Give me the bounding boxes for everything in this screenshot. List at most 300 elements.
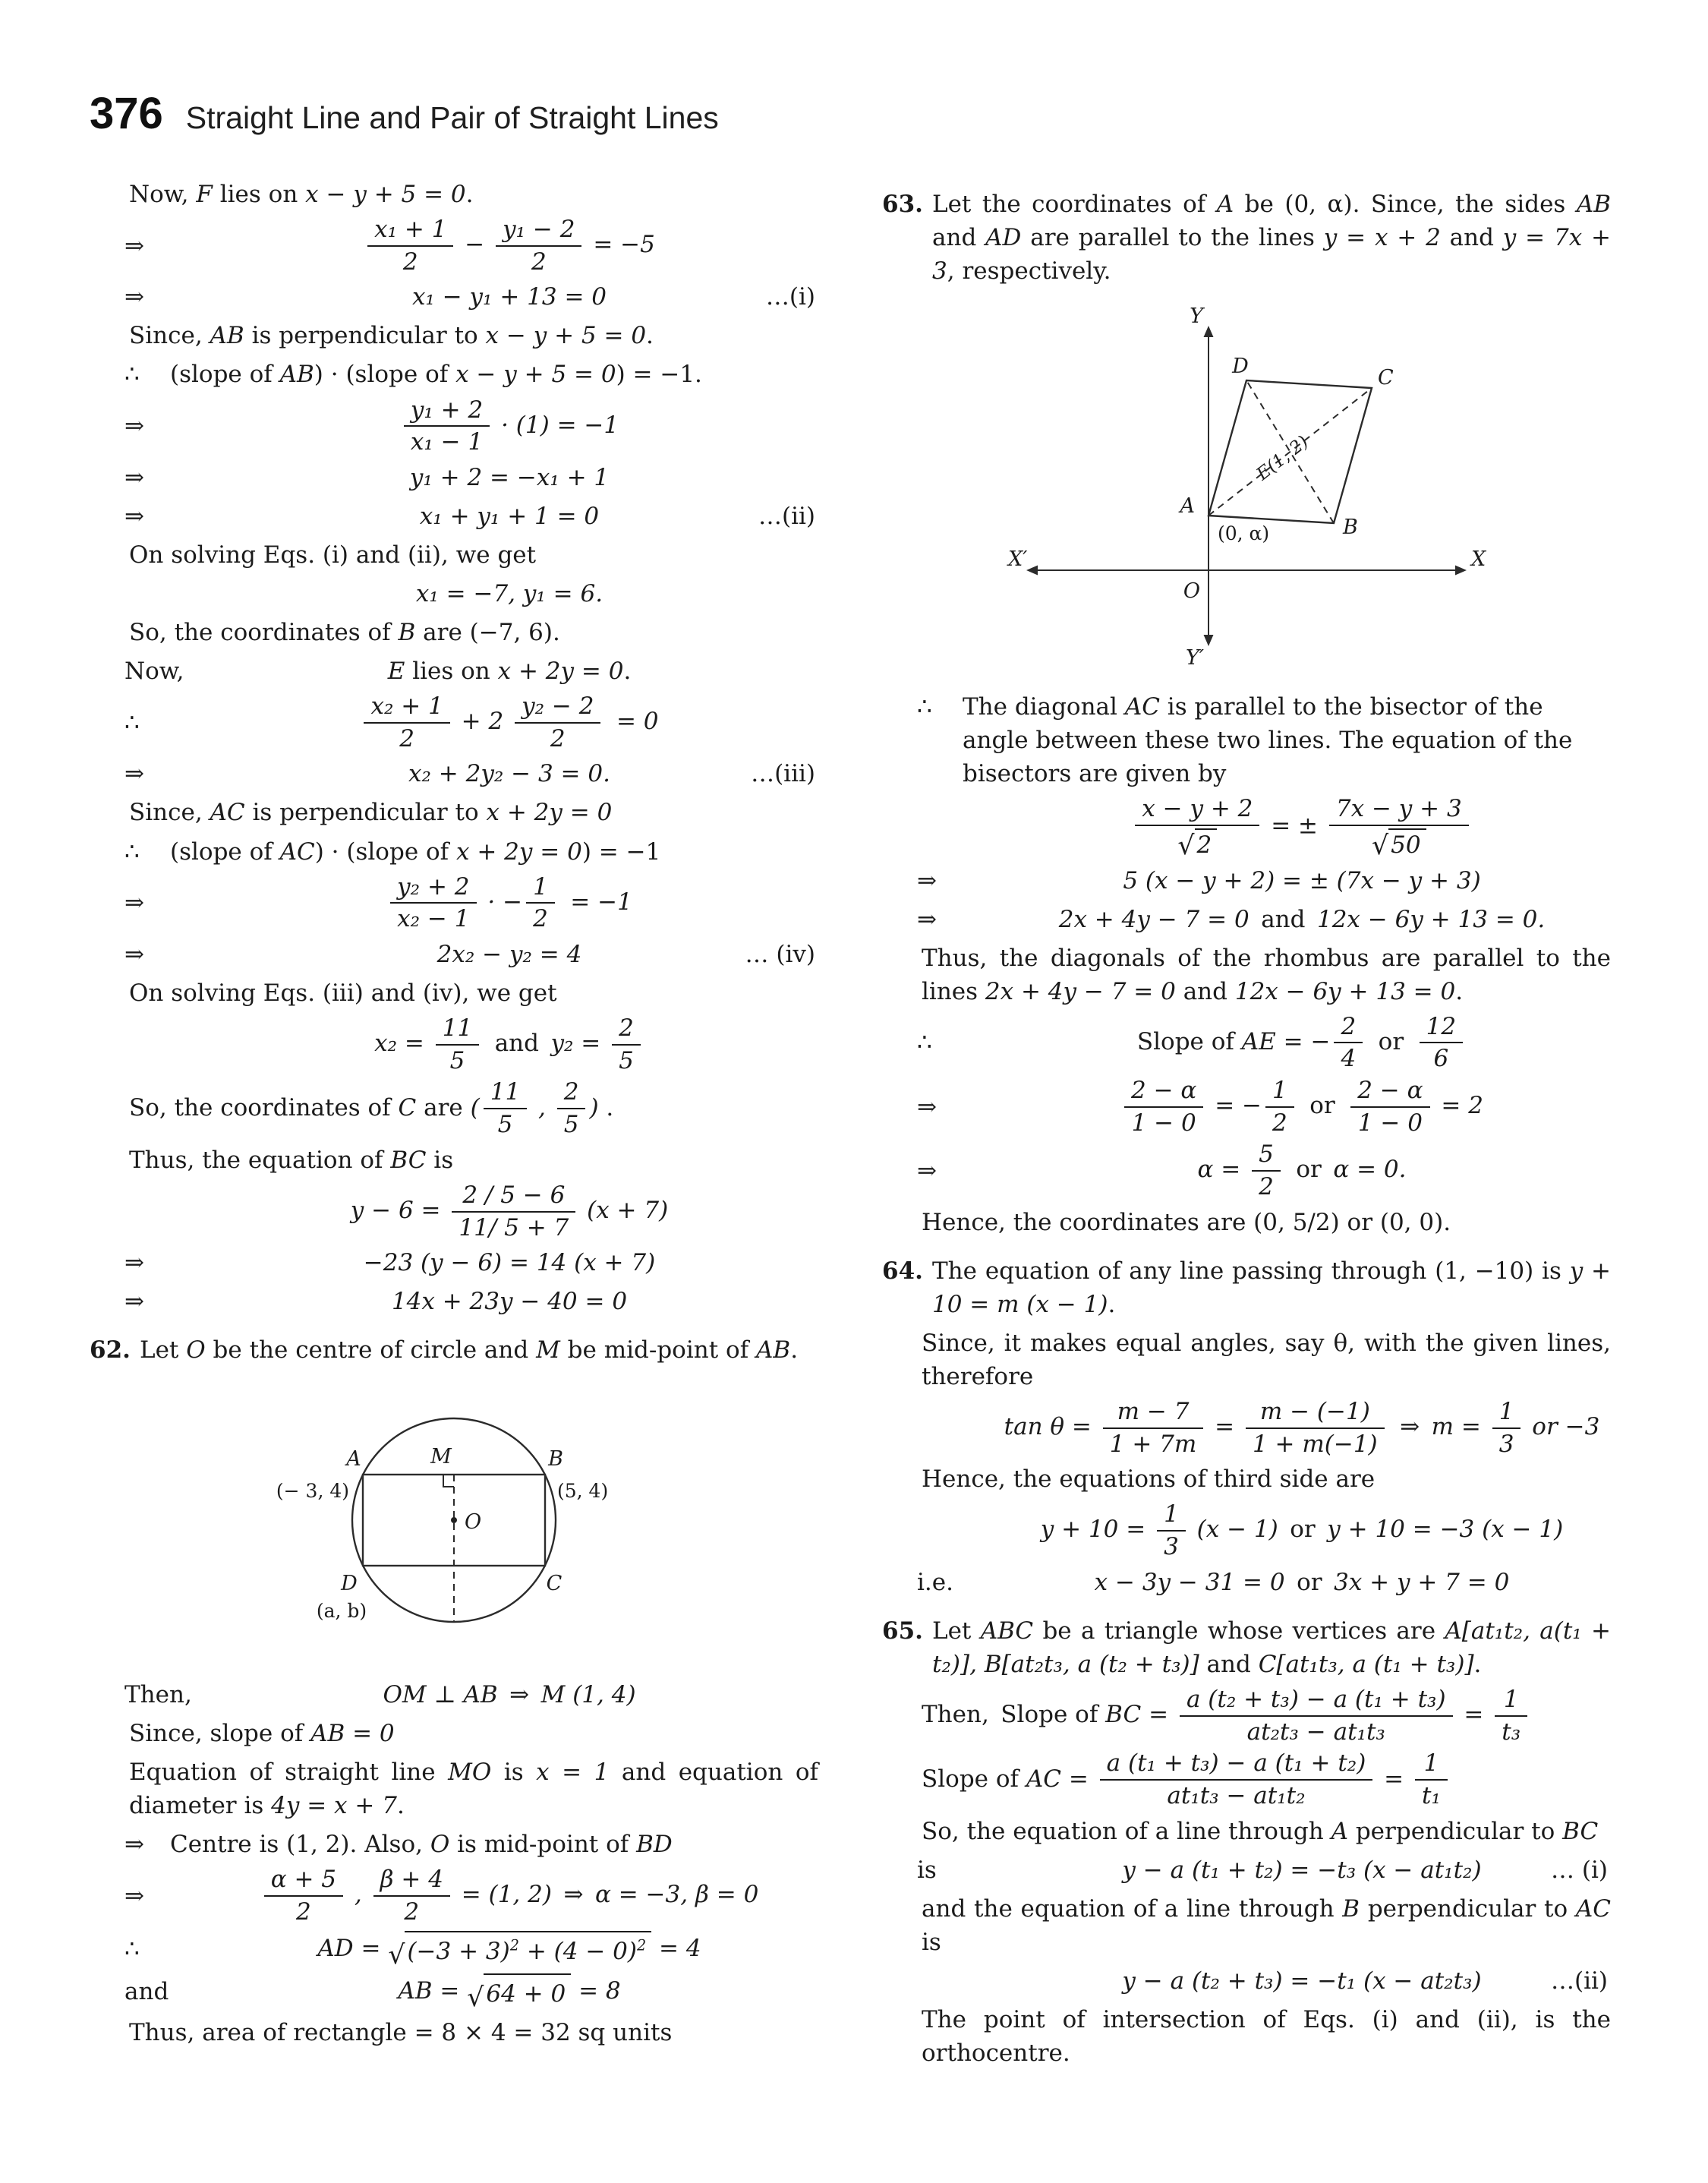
text-run: 2 [1341,1012,1357,1040]
equation-content [993,1399,1611,1457]
fraction-numerator [436,1015,479,1046]
math-run: = (1, 2) [453,1881,552,1909]
equation-line [90,280,818,314]
text-run: Then, Slope of [922,1701,1106,1729]
text-run: Since, it makes equal angles, say θ, with the given lines, therefore [922,1329,1611,1390]
equation-line [90,1678,818,1711]
radical-sign: √ [467,1983,484,2014]
equation-content [200,693,818,752]
text-run: Equation of straight line [129,1759,449,1787]
equation-marker: ⇒ [124,283,144,311]
equation-marker: ⇒ [124,889,144,917]
square-root [388,1931,651,1971]
math-run: C [398,1093,417,1121]
text-run: 3 [1164,1533,1179,1561]
chapter-title: Straight Line and Pair of Straight Lines [185,100,719,135]
fraction-numerator [1124,1077,1203,1108]
point-label-b: B [548,1447,563,1472]
equation-line [90,1285,818,1318]
centre-dot-o [451,1517,457,1523]
fraction-numerator [1492,1399,1521,1429]
fraction [1100,1750,1373,1809]
text-run: and [1199,1650,1259,1678]
paragraph-line [882,188,1611,288]
math-run: y₂ = [550,1030,609,1058]
fraction [526,874,555,932]
fraction-numerator [1103,1399,1204,1429]
text-run: 64 + 0 [486,1980,566,2008]
fraction-denominator [1265,1108,1294,1137]
fraction-denominator [1420,1043,1463,1072]
item-number: 62. [90,1336,131,1364]
math-run: x − y + 5 = 0 [305,181,466,208]
equation-content [200,461,818,494]
fraction-denominator [1124,1108,1203,1137]
fraction-denominator [1252,1172,1281,1200]
equation-marker: ⇒ [124,940,144,968]
paragraph-line [90,1079,818,1137]
equation-marker: ∴ [917,1029,932,1057]
text-run: 12 [1426,1012,1457,1040]
equation-tag: … (iv) [745,940,815,968]
text-run: Let the coordinates of [932,191,1217,218]
math-run: x + 2y = 0 [497,658,624,686]
fraction-numerator [404,397,490,427]
fraction [1495,1686,1527,1745]
fraction-denominator [1495,1717,1527,1746]
math-run: −23 (y − 6) = 14 (x + 7) [363,1249,656,1277]
rhombus-axes-diagram-svg [1004,304,1489,669]
x-axis-left-arrow [1026,566,1038,576]
paragraph-text [170,1831,673,1858]
text-run: lies on [405,658,498,686]
text-run: and equation of diameter is [129,1759,818,1820]
math-run: y₁ + 2 = −x₁ + 1 [409,463,610,491]
text-run: x − y + 2 [1142,795,1253,823]
equation-marker: ⇒ [124,502,144,530]
math-run: x + 2y = 0 [456,838,582,866]
fraction-denominator [436,1046,479,1074]
fraction-denominator [264,1897,343,1926]
fraction-denominator [1246,1429,1385,1458]
coord-label-b: (5, 4) [557,1480,609,1503]
text-run: 2 [533,905,548,933]
math-run: (x + 7) [579,1197,669,1225]
left-column [90,172,818,2055]
equation-content [200,1931,818,1971]
fraction-denominator [1135,826,1259,859]
text-run: 5 [1259,1140,1274,1169]
paragraph-text [129,1078,614,1139]
math-run: x − y + 5 = 0 [455,361,616,389]
text-run: 2 [550,724,566,752]
radicand [405,1931,651,1968]
fraction-numerator [452,1182,575,1213]
paragraph-text [170,838,660,866]
math-run: M [536,1336,560,1364]
paragraph-line [882,1254,1611,1321]
equation-content [993,1014,1611,1072]
equation-line [882,1077,1611,1136]
text-run: is perpendicular to [244,322,486,350]
math-run: = 8 [571,1976,621,2005]
fraction-denominator [364,724,449,752]
text-run: at₁t₃ − at₁t₂ [1167,1782,1306,1810]
text-run: ) = −1 [581,838,661,866]
text-run: 1 [1503,1685,1519,1713]
point-label-m: M [430,1445,452,1469]
text-run: β + 4 [380,1866,443,1894]
math-run: ( [470,1093,480,1121]
text-run: 2 / 5 − 6 [462,1181,566,1209]
radical-sign: √ [388,1940,405,1971]
equation-marker: i.e. [917,1568,953,1596]
fraction-numerator [364,693,449,724]
paragraph-line [882,1750,1611,1809]
text-run: 1 + m(−1) [1252,1430,1378,1458]
fraction [1252,1141,1281,1200]
text-run: ⇒ [1388,1413,1432,1441]
text-run: 2 [619,1014,634,1042]
text-run: The point of intersection of Eqs. (i) and (ii), is the orthocentre. [922,2005,1611,2067]
paragraph-text [922,1209,1451,1236]
equation-content [200,216,818,275]
text-run: 1 [1423,1749,1439,1778]
equation-tag: …(i) [765,283,815,311]
math-run: , [347,1881,370,1909]
radical-sign: √ [1177,830,1195,861]
text-run: 2 [1272,1109,1287,1137]
equation-content [200,874,818,932]
text-run: 2 [563,1078,579,1106]
math-run: M (1, 4) [540,1681,636,1709]
text-run: ) = −1. [616,361,702,389]
text-run: at₂t₃ − at₁t₃ [1246,1718,1385,1746]
text-run: 1 − 0 [1357,1109,1423,1137]
text-run: or [1284,1568,1335,1596]
text-run: 7x − y + 3 [1335,795,1462,823]
math-run: 14x + 23y − 40 = 0 [391,1288,628,1316]
paragraph-text [129,980,557,1007]
page-number: 376 [90,89,163,138]
math-run: E [387,658,405,686]
fraction-denominator [373,1897,450,1926]
fraction-numerator [1329,796,1469,826]
text-run: Thus, the diagonals of the rhombus are parallel to the lines [922,944,1611,1005]
paragraph-line [882,1686,1611,1745]
fraction-numerator [526,874,555,904]
math-run: α = −3, β = 0 [594,1881,759,1909]
paragraph-text [140,1336,798,1364]
paragraph-line [882,1327,1611,1393]
equation-line [90,693,818,752]
fraction-denominator [404,427,490,456]
fraction [364,693,449,752]
fraction-denominator [390,904,476,932]
paragraph-text [922,1749,1451,1810]
fraction-denominator [1415,1781,1448,1809]
math-run: BC [1562,1817,1599,1845]
equation-line [90,397,818,456]
equation-line [90,1182,818,1241]
math-run: A [1216,191,1234,218]
text-run: t₁ [1421,1782,1441,1810]
text-run: 1 − 0 [1131,1109,1196,1137]
paragraph-text [129,322,654,349]
equation-line [882,1399,1611,1457]
math-run: 4y = x + 7 [271,1792,397,1820]
equation-line [90,655,818,688]
math-run: AD = [317,1934,389,1962]
equation-line [90,874,818,932]
text-run: On solving Eqs. (i) and (ii), we get [129,541,537,569]
text-run: Hence, the equations of third side are [922,1465,1376,1494]
math-run: AB [756,1336,791,1364]
math-run: x₁ = −7, y₁ = 6. [415,579,603,607]
right-angle-mark [443,1475,454,1487]
fraction-numerator [1135,796,1259,826]
fraction-denominator [452,1213,575,1241]
text-run: Since, [129,799,210,827]
text-run: or [1278,1516,1328,1544]
paragraph-line [90,319,818,352]
text-run: 2 [1196,831,1212,859]
fraction-numerator [1265,1077,1294,1108]
math-run: AB = 0 [310,1720,395,1748]
square-root [1177,828,1217,859]
text-run: x₁ + 1 [374,216,447,244]
text-run: 2 [404,1898,420,1926]
fraction-denominator [1492,1429,1521,1458]
text-run: . [396,1792,405,1820]
text-run: 5 [619,1046,634,1074]
text-run: ) · (slope of [314,361,456,389]
equation-line [90,500,818,533]
equation-content [200,1973,818,2014]
text-run: x₂ − 1 [397,905,470,933]
fraction [1329,795,1469,861]
text-run: Centre is (1, 2). Also, [170,1831,430,1859]
point-label-o: O [465,1510,482,1535]
point-label-c: C [546,1572,563,1596]
paragraph-line [90,1756,818,1822]
superscript: 2 [509,1936,519,1954]
text-run: . [1473,1650,1482,1678]
text-run: 2 [402,248,418,276]
math-run: y + 10 = −3 (x − 1) [1327,1516,1564,1544]
text-run: 2 [399,724,415,752]
paragraph-line [882,1815,1611,1848]
equation-line [90,461,818,494]
fraction-numerator [1252,1141,1281,1172]
fraction-numerator [484,1079,527,1109]
paragraph-marker: ∴ [917,693,932,721]
text-run: . [465,181,474,208]
equation-line [882,1501,1611,1560]
text-run: and [1175,977,1235,1005]
text-run: y₂ + 2 [397,872,470,901]
math-run: 3x + y + 7 = 0 [1334,1568,1510,1596]
fraction-numerator [496,216,581,247]
radicand [1195,828,1218,859]
text-run: Slope of [1136,1027,1242,1055]
math-run: (x − 1) [1189,1516,1278,1544]
equation-content [993,1566,1611,1599]
paragraph-line [882,942,1611,1008]
paragraph-line [882,1892,1611,1959]
text-run: + (4 − 0) [518,1937,637,1965]
paragraph-line [90,2016,818,2049]
equation-content [200,397,818,456]
text-run: and [1440,224,1503,252]
fraction [367,216,453,275]
point-label-d: D [1232,355,1249,379]
text-run: (−3 + 3) [407,1937,510,1965]
text-run: Since, [129,322,210,350]
text-run: is [922,1928,941,1956]
item-number: 64. [882,1257,923,1285]
fraction-numerator [390,874,476,904]
fraction-numerator [1495,1686,1527,1717]
math-run: B [1342,1894,1360,1923]
math-run: C[at₁t₃, a (t₁ + t₃)] [1258,1650,1474,1678]
circle-rectangle-diagram-svg [257,1383,651,1657]
math-run: 12x − 6y + 13 = 0. [1316,905,1546,933]
text-run: be the centre of circle and [205,1336,537,1364]
paragraph-line [90,1333,818,1367]
math-run: B [398,619,416,646]
square-root [1372,828,1426,859]
text-run: is mid-point of [449,1831,637,1859]
axis-label-x: X [1471,547,1486,572]
point-label-b: B [1343,516,1358,540]
math-run: A[at₁t₂, a(t₁ + t₂)], [932,1617,1611,1678]
fraction-denominator [1103,1429,1204,1458]
paragraph-text [129,181,474,208]
math-run: m = [1431,1413,1489,1441]
equation-line [882,1014,1611,1072]
text-run: 6 [1433,1045,1449,1073]
text-run: be mid-point of [559,1336,757,1364]
math-run: y + 10 = [1040,1516,1154,1544]
equation-marker: ⇒ [917,905,937,933]
fraction [612,1015,641,1074]
text-run: lies on [212,181,306,208]
rhombus-diagram [882,304,1611,678]
math-run: = [1141,1701,1176,1729]
paragraph-line [882,1462,1611,1496]
fraction-denominator [484,1109,527,1138]
text-run: is perpendicular to [244,799,487,827]
equation-marker: and [124,1978,169,2006]
paragraph-text [922,2006,1611,2067]
paragraph-line [882,1614,1611,1681]
fraction [1103,1399,1204,1457]
fraction-numerator [557,1079,586,1109]
equation-marker: Then, [124,1681,192,1709]
coord-label-d: (a, b) [316,1600,367,1623]
math-run: = −5 [585,231,655,259]
text-run: 5 [497,1111,513,1139]
math-run: B[at₂t₃, a (t₂ + t₃)] [984,1650,1199,1678]
equation-content [200,1678,818,1711]
math-run: O [186,1336,206,1364]
fraction-numerator [1246,1399,1385,1429]
math-run: = −1 [558,888,632,916]
paragraph-line [90,538,818,572]
equation-content [993,864,1611,897]
paragraph-line [90,835,818,869]
math-run: x − 3y − 31 = 0 [1094,1568,1285,1596]
equation-marker: ⇒ [124,412,144,440]
fraction-numerator [612,1015,641,1046]
paragraph-marker: ∴ [124,361,140,389]
text-run: and [932,224,986,252]
math-run: AD [985,224,1022,252]
point-label-a: A [346,1447,361,1472]
fraction [1124,1077,1203,1136]
fraction-numerator [373,1866,450,1897]
text-run: The diagonal [963,693,1125,721]
math-run: BC [1105,1701,1142,1729]
text-run: 2 [1259,1173,1274,1201]
equation-marker: ⇒ [124,232,144,260]
fraction [1350,1077,1429,1136]
fraction [557,1079,586,1137]
text-run: On solving Eqs. (iii) and (iv), we get [129,979,557,1007]
text-run: . [790,1336,799,1364]
math-run: 2x₂ − y₂ = 4 [436,940,582,968]
fraction-numerator [515,693,600,724]
math-run: AB = [398,1976,468,2005]
fraction-numerator [1180,1686,1453,1717]
equation-marker: ⇒ [917,1093,937,1121]
fraction-numerator [1100,1750,1373,1781]
paragraph-text [922,1685,1531,1746]
text-run: 50 [1391,831,1421,859]
equation-content [993,1077,1611,1136]
text-run: m − (−1) [1259,1398,1370,1425]
equation-tag: …(ii) [758,502,815,530]
text-run: y₁ − 2 [503,216,575,244]
fraction [515,693,600,752]
fraction [1334,1014,1363,1072]
paragraph-text [922,945,1611,1005]
math-run: = [1376,1765,1411,1793]
text-run: So, the coordinates of [129,619,399,646]
fraction-denominator [496,247,581,276]
math-run: α = [1197,1156,1249,1184]
fraction [452,1182,575,1241]
paragraph-line [882,1206,1611,1239]
math-run: y = x + 2 [1323,224,1441,252]
paragraph-marker: ⇒ [124,1831,144,1859]
math-run: MO [448,1759,492,1787]
origin-label-o: O [1183,579,1201,604]
text-run: and the equation of a line through [922,1894,1343,1923]
paragraph-text [963,693,1572,787]
page-header [0,0,1708,139]
math-run: 5 (x − y + 2) = ± (7x − y + 3) [1123,866,1481,894]
paragraph-text [129,1720,395,1747]
point-label-d: D [341,1572,358,1596]
math-run: AB [210,322,244,350]
math-run: 2x + 4y − 7 = 0 [1058,905,1249,933]
fraction [1420,1014,1463,1072]
paragraph-line [90,616,818,649]
paragraph-text [932,191,1611,285]
fraction-numerator [1334,1014,1363,1044]
